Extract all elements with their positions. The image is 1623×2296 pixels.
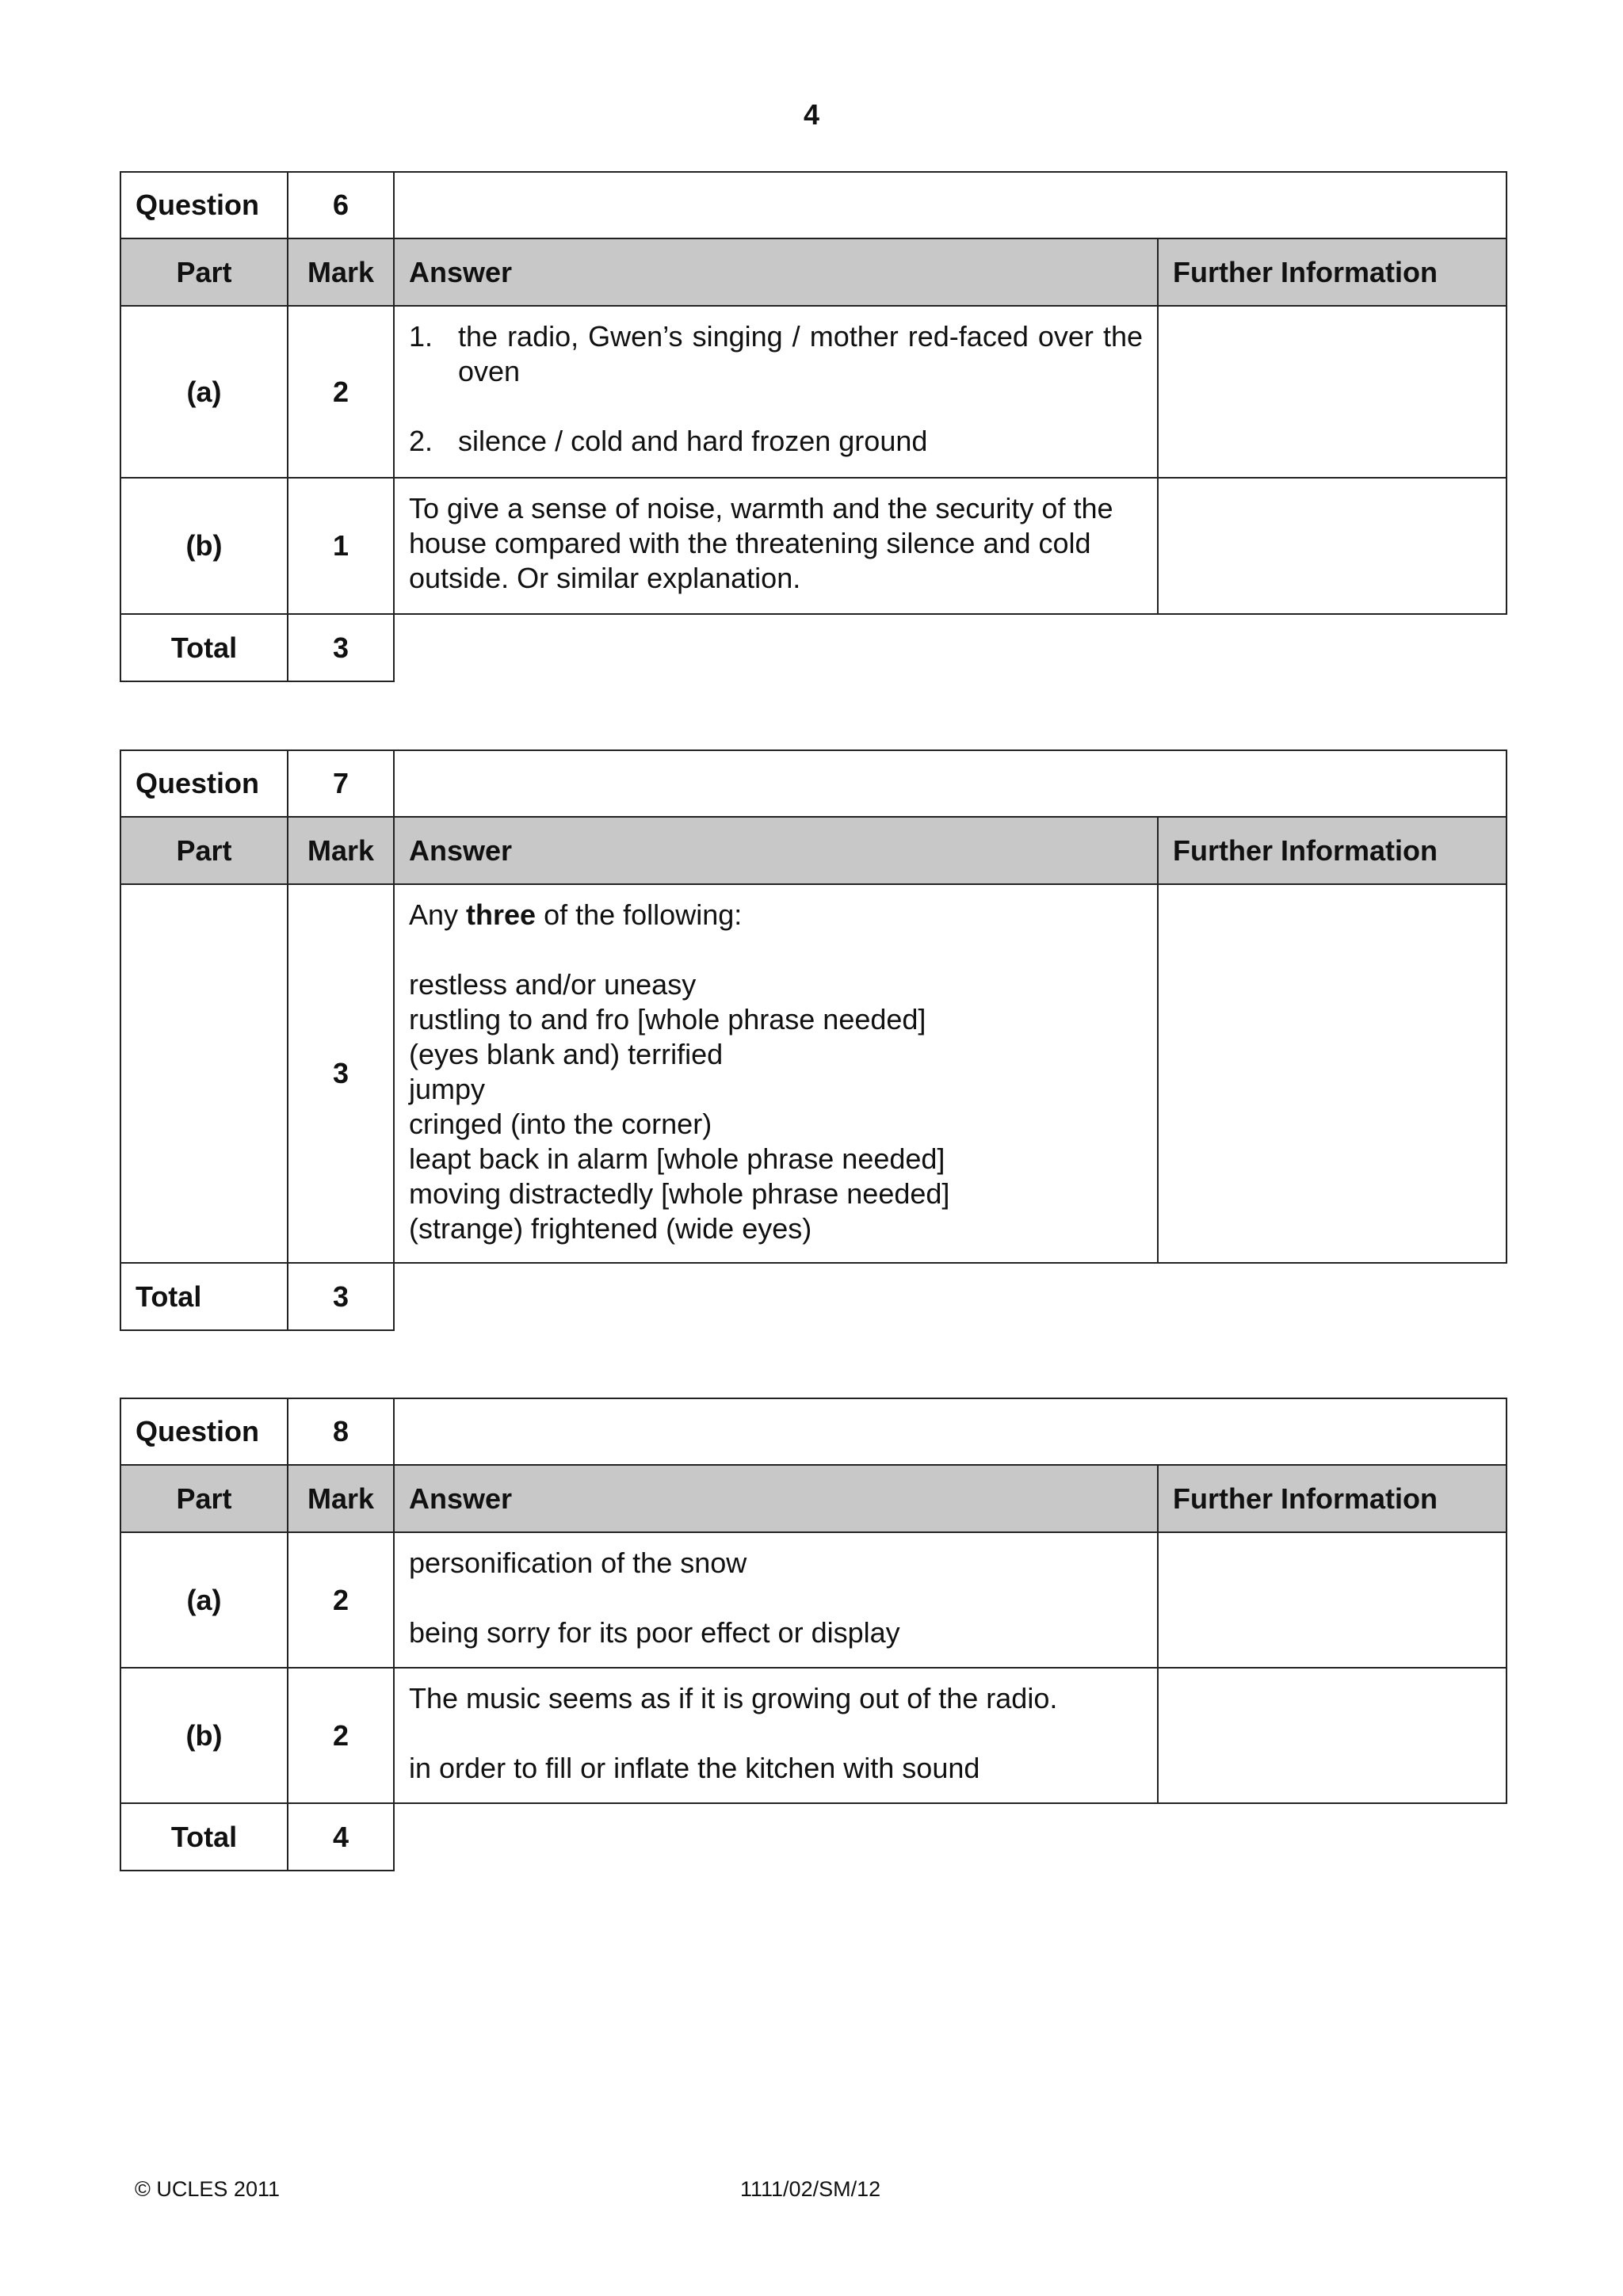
- answer-cell: [394, 1532, 1158, 1668]
- answer-line: The music seems as if it is growing out of the radio.: [409, 1682, 1058, 1714]
- total-value: 3: [288, 614, 394, 681]
- emphasis-three: three: [466, 898, 537, 931]
- mark-header: Mark: [288, 817, 394, 884]
- further-info-cell: [1158, 478, 1507, 614]
- question-number: 6: [288, 172, 394, 238]
- answer-cell: [394, 306, 1158, 478]
- question-6-table: [120, 171, 1507, 682]
- question-number: 7: [288, 750, 394, 817]
- question-label: Question: [120, 172, 288, 238]
- answer-row: [120, 478, 1507, 614]
- list-number: 1.: [409, 320, 433, 353]
- list-item: leapt back in alarm [whole phrase needed]: [409, 1142, 945, 1175]
- total-row: [120, 614, 1507, 681]
- question-header-blank: [394, 750, 1507, 817]
- part-header: Part: [120, 238, 288, 306]
- part-cell: (a): [120, 306, 288, 478]
- answer-cell: [394, 1668, 1158, 1803]
- question-label: Question: [120, 1398, 288, 1465]
- column-header-row: [120, 238, 1507, 306]
- answer-text: To give a sense of noise, warmth and the security of the house compared with the threatening silence and cold outside. Or similar explanation.: [409, 492, 1113, 594]
- answer-header: Answer: [394, 817, 1158, 884]
- total-value: 3: [288, 1263, 394, 1330]
- question-header-blank: [394, 1398, 1507, 1465]
- list-item: [409, 319, 1143, 389]
- list-item: cringed (into the corner): [409, 1108, 712, 1140]
- answer-row: [120, 306, 1507, 478]
- list-number: 2.: [409, 425, 433, 457]
- answer-row: [120, 1532, 1507, 1668]
- list-item: (eyes blank and) terrified: [409, 1038, 724, 1070]
- list-item: (strange) frightened (wide eyes): [409, 1212, 812, 1245]
- answer-cell: [394, 884, 1158, 1263]
- total-row: [120, 1263, 1507, 1330]
- part-cell: (b): [120, 478, 288, 614]
- list-item: restless and/or uneasy: [409, 968, 697, 1001]
- total-row: [120, 1803, 1507, 1871]
- part-header: Part: [120, 817, 288, 884]
- mark-cell: 2: [288, 1532, 394, 1668]
- answer-line: in order to fill or inflate the kitchen with sound: [409, 1752, 980, 1784]
- column-header-row: [120, 1465, 1507, 1532]
- mark-cell: 3: [288, 884, 394, 1263]
- question-header-blank: [394, 172, 1507, 238]
- further-info-cell: [1158, 884, 1507, 1263]
- total-value: 4: [288, 1803, 394, 1871]
- mark-cell: 1: [288, 478, 394, 614]
- list-text: the radio, Gwen’s singing / mother red-faced over the oven: [458, 320, 1143, 387]
- answer-row: [120, 884, 1507, 1263]
- answer-line: being sorry for its poor effect or display: [409, 1616, 900, 1649]
- page-number: 4: [803, 98, 820, 131]
- mark-header: Mark: [288, 238, 394, 306]
- mark-cell: 2: [288, 306, 394, 478]
- total-label: Total: [120, 614, 288, 681]
- part-cell: (b): [120, 1668, 288, 1803]
- further-info-cell: [1158, 306, 1507, 478]
- answer-row: [120, 1668, 1507, 1803]
- further-info-cell: [1158, 1532, 1507, 1668]
- answer-header: Answer: [394, 1465, 1158, 1532]
- part-header: Part: [120, 1465, 288, 1532]
- question-8-table: [120, 1398, 1507, 1871]
- further-info-cell: [1158, 1668, 1507, 1803]
- footer-document-code: 1111/02/SM/12: [740, 2177, 881, 2201]
- list-item: rustling to and fro [whole phrase needed]: [409, 1003, 926, 1035]
- answer-line: personification of the snow: [409, 1547, 747, 1579]
- answer-intro: Any three of the following:: [409, 898, 743, 931]
- answer-cell: [394, 478, 1158, 614]
- total-label: Total: [120, 1263, 288, 1330]
- list-item: [409, 424, 1143, 459]
- mark-cell: 2: [288, 1668, 394, 1803]
- answer-header: Answer: [394, 238, 1158, 306]
- part-cell: (a): [120, 1532, 288, 1668]
- question-number: 8: [288, 1398, 394, 1465]
- mark-header: Mark: [288, 1465, 394, 1532]
- footer-copyright: © UCLES 2011: [135, 2177, 280, 2201]
- question-7-table: [120, 749, 1507, 1331]
- total-label: Total: [120, 1803, 288, 1871]
- column-header-row: [120, 817, 1507, 884]
- further-info-header: Further Information: [1158, 817, 1507, 884]
- list-item: jumpy: [409, 1073, 486, 1105]
- question-label: Question: [120, 750, 288, 817]
- list-text: silence / cold and hard frozen ground: [458, 425, 928, 457]
- further-info-header: Further Information: [1158, 1465, 1507, 1532]
- part-cell: [120, 884, 288, 1263]
- list-item: moving distractedly [whole phrase needed]: [409, 1177, 950, 1210]
- further-info-header: Further Information: [1158, 238, 1507, 306]
